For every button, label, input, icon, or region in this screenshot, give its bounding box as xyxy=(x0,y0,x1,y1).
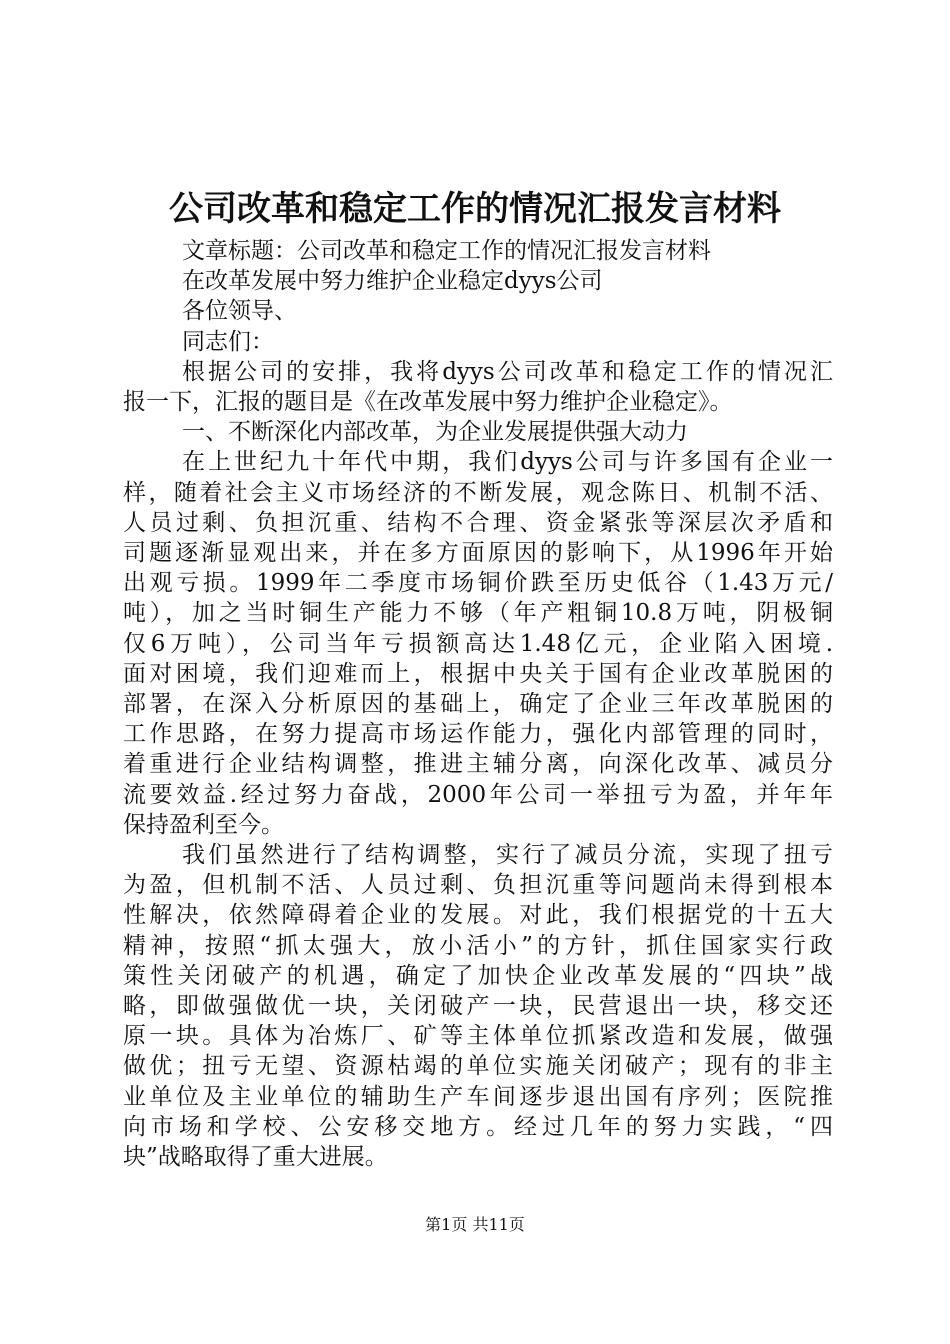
section-heading: 一、不断深化内部改革，为企业发展提供强大动力 xyxy=(182,419,688,446)
text-line: 同志们： xyxy=(182,328,274,355)
text-line: 性解决，依然障碍着企业的发展。对此，我们根据党的十五大 xyxy=(123,902,833,929)
text-line: 略，即做强做优一块，关闭破产一块，民营退出一块，移交还 xyxy=(123,993,833,1020)
text-line: 我们虽然进行了结构调整，实行了减员分流，实现了扭亏 xyxy=(182,842,833,869)
text-line: 策性关闭破产的机遇，确定了加快企业改革发展的“四块”战 xyxy=(123,962,833,989)
text-line: 流要效益.经过努力奋战，2000年公司一举扭亏为盈，并年年 xyxy=(123,781,833,808)
text-line: 司题逐渐显观出来，并在多方面原因的影响下，从1996年开始 xyxy=(123,540,833,567)
text-line: 块”战略取得了重大进展。 xyxy=(123,1144,388,1171)
document-body xyxy=(123,236,833,1172)
text-line: 在改革发展中努力维护企业稳定dyys公司 xyxy=(182,268,603,295)
text-line: 报一下，汇报的题目是《在改革发展中努力维护企业稳定》。 xyxy=(123,389,733,416)
text-line: 样，随着社会主义市场经济的不断发展，观念陈日、机制不活、 xyxy=(123,479,833,506)
text-line: 人员过剩、负担沉重、结构不合理、资金紧张等深层次矛盾和 xyxy=(123,509,833,536)
text-line: 向市场和学校、公安移交地方。经过几年的努力实践，“四 xyxy=(123,1113,833,1140)
text-line: 吨），加之当时铜生产能力不够（年产粗铜10.8万吨，阴极铜 xyxy=(123,600,833,627)
text-line: 面对困境，我们迎难而上，根据中央关于国有企业改革脱困的 xyxy=(123,660,833,687)
text-line: 着重进行企业结构调整，推进主辅分离，向深化改革、减员分 xyxy=(123,751,833,778)
text-line: 工作思路，在努力提高市场运作能力，强化内部管理的同时， xyxy=(123,721,833,748)
text-line: 精神，按照“抓太强大，放小活小”的方针，抓住国家实行政 xyxy=(123,932,833,959)
text-line: 在上世纪九十年代中期，我们dyys公司与许多国有企业一 xyxy=(182,449,833,476)
text-line: 仅6万吨），公司当年亏损额高达1.48亿元，企业陷入困境. xyxy=(123,630,833,657)
text-line: 部署，在深入分析原因的基础上，确定了企业三年改革脱困的 xyxy=(123,691,833,718)
text-line: 各位领导、 xyxy=(182,298,297,325)
page-number-footer: 第1页 共11页 xyxy=(425,1215,525,1234)
text-line: 根据公司的安排，我将dyys公司改革和稳定工作的情况汇 xyxy=(182,358,833,385)
text-line: 为盈，但机制不活、人员过剩、负担沉重等问题尚未得到根本 xyxy=(123,872,833,899)
text-line: 原一块。具体为冶炼厂、矿等主体单位抓紧改造和发展，做强 xyxy=(123,1023,833,1050)
document-title: 公司改革和稳定工作的情况汇报发言材料 xyxy=(169,189,781,229)
text-line: 做优；扭亏无望、资源枯竭的单位实施关闭破产；现有的非主 xyxy=(123,1053,833,1080)
text-line: 保持盈利至今。 xyxy=(123,811,284,838)
text-line: 出观亏损。1999年二季度市场铜价跌至历史低谷（1.43万元/ xyxy=(123,570,833,597)
text-line: 业单位及主业单位的辅助生产车间逐步退出国有序列；医院推 xyxy=(123,1083,833,1110)
text-line: 文章标题：公司改革和稳定工作的情况汇报发言材料 xyxy=(182,238,711,264)
